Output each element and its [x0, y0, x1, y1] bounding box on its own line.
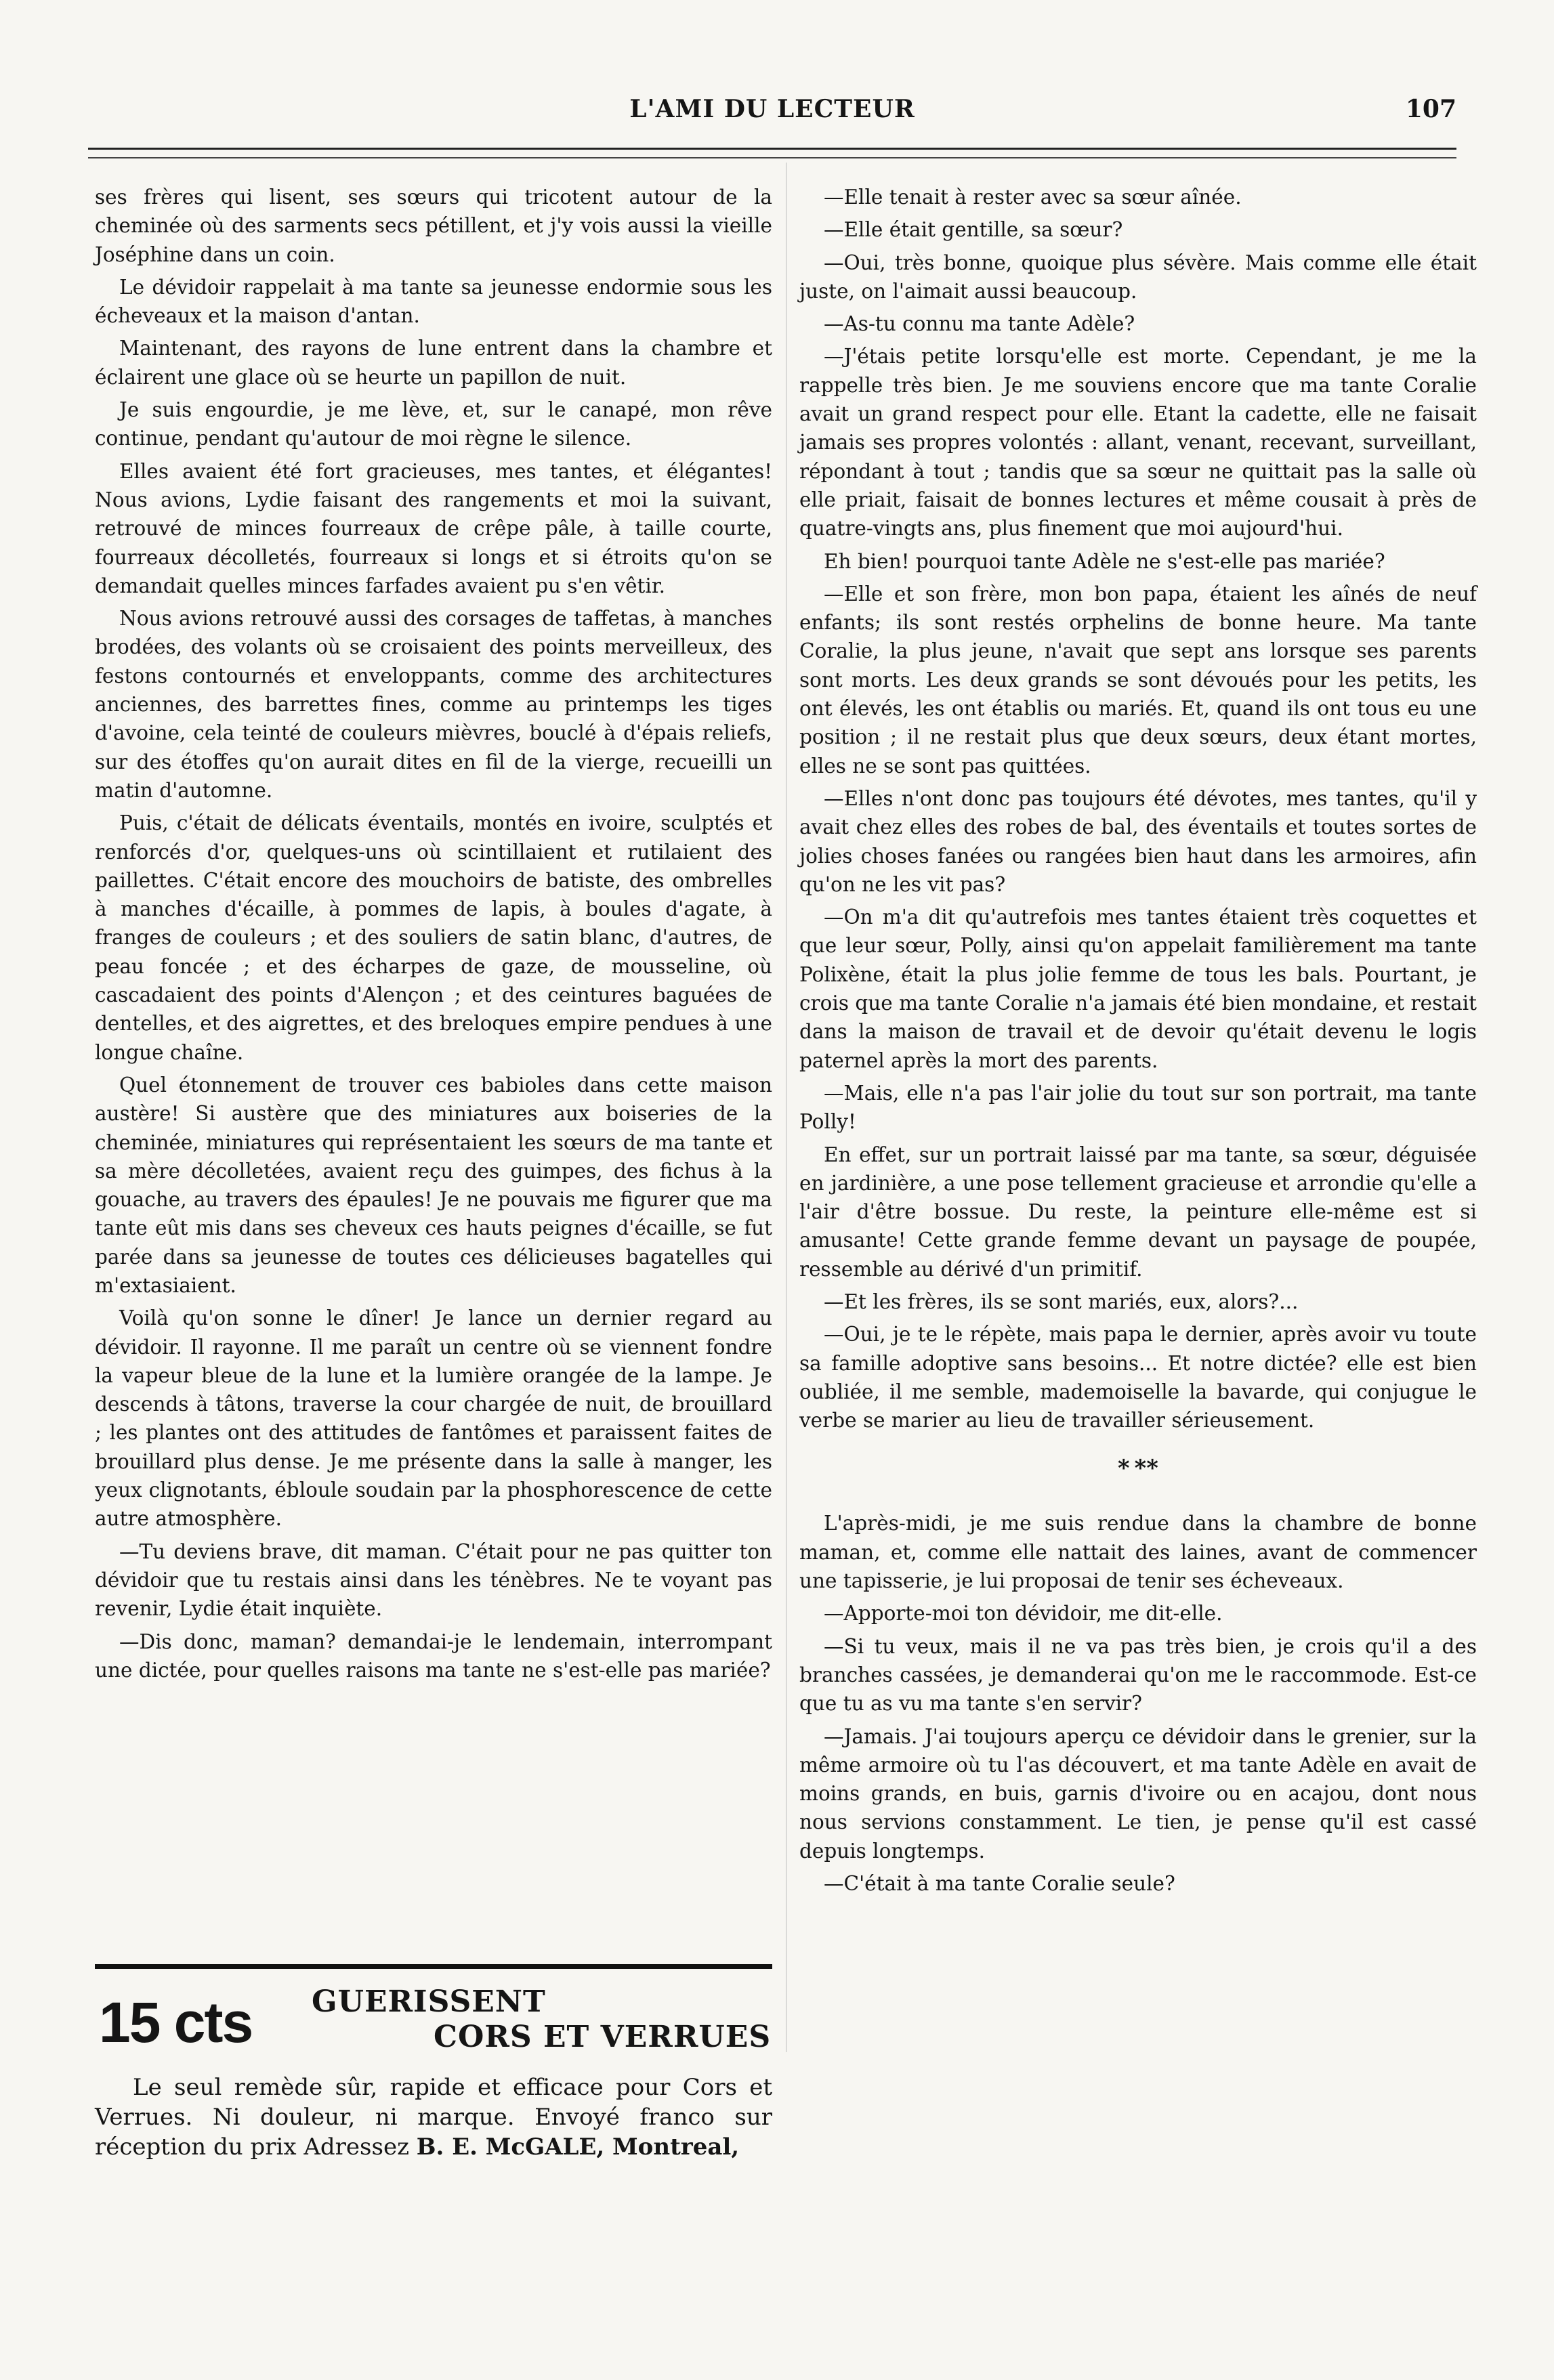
paragraph: Puis, c'était de délicats éventails, montés en ivoire, sculptés et renforcés d'or, quelques-uns où scintillaient et rutilaient des paillettes. C'était encore des mouchoirs de batiste, des ombrelles à manches d'écaille, à pommes de lapis, à boules d'agate, à franges de couleurs ; et des souliers de satin blanc, d'autres, de peau foncée ; et des écharpes de gaze, de mousseline, où cascadaient des points d'Alençon ; et des ceintures baguées de dentelles, et des aigrettes, et des breloques empire pendues à une longue chaîne. [95, 811, 772, 1064]
ad-advertiser: B. E. McGALE, Montreal, [416, 2133, 740, 2161]
paragraph: —J'étais petite lorsqu'elle est morte. Cependant, je me la rappelle très bien. Je me souviens encore que ma tante Coralie avait un grand respect pour elle. Etant la cadette, elle ne faisait jamais ses propres volontés : allant, venant, recevant, surveillant, répondant à tout ; tandis que sa sœur ne quittait pas la salle où elle priait, faisait de bonnes lectures et même cousait à près de quatre-vingts ans, plus finement que moi aujourd'hui. [799, 345, 1477, 540]
paragraph: —Oui, très bonne, quoique plus sévère. Mais comme elle était juste, on l'aimait aussi beaucoup. [799, 251, 1477, 303]
paragraph: Elles avaient été fort gracieuses, mes tantes, et élégantes! Nous avions, Lydie faisant des rangements et moi la suivant, retrouvé de minces fourreaux de crêpe pâle, à taille courte, fourreaux décolletés, fourreaux si longs et si étroits qu'on se demandait quelles minces farfades avaient pu s'en vêtir. [95, 459, 772, 597]
paragraph: —Et les frères, ils se sont mariés, eux, alors?... [824, 1290, 1299, 1313]
page-number: 107 [1405, 95, 1456, 123]
paragraph: —Tu deviens brave, dit maman. C'était pour ne pas quitter ton dévidoir que tu restais ainsi dans les ténèbres. Ne te voyant pas revenir, Lydie était inquiète. [95, 1539, 772, 1621]
ad-headline: GUERISSENT [312, 1984, 546, 2019]
paragraph: —Jamais. J'ai toujours aperçu ce dévidoir dans le grenier, sur la même armoire où tu l'as découvert, et ma tante Adèle en avait de moins grands, en buis, garnis d'ivoire ou en acajou, dont nous nous servions constamment. Le tien, je pense qu'il est cassé depuis longtemps. [799, 1724, 1477, 1863]
paragraph: —Apporte-moi ton dévidoir, me dit-elle. [824, 1602, 1223, 1625]
paragraph: —Elle tenait à rester avec sa sœur aînée. [824, 186, 1242, 209]
paragraph: Maintenant, des rayons de lune entrent dans la chambre et éclairent une glace où se heurte un papillon de nuit. [95, 337, 772, 389]
paragraph: L'après-midi, je me suis rendue dans la chambre de bonne maman, et, comme elle nattait des laines, avant de commencer une tapisserie, je lui proposai de tenir ses écheveaux. [799, 1512, 1477, 1593]
paragraph: Je suis engourdie, je me lève, et, sur le canapé, mon rêve continue, pendant qu'autour de moi règne le silence. [95, 398, 772, 450]
ad-price: 15 cts [99, 1991, 253, 2054]
paragraph: —As-tu connu ma tante Adèle? [824, 312, 1135, 336]
paragraph: En effet, sur un portrait laissé par ma tante, sa sœur, déguisée en jardinière, a une pose tellement gracieuse et arrondie qu'elle a l'air d'être bossue. Du reste, la peinture elle-même est si amusante! Cette grande femme devant un paysage de poupée, ressemble au dérivé d'un primitif. [799, 1143, 1477, 1281]
paragraph: Eh bien! pourquoi tante Adèle ne s'est-elle pas mariée? [824, 549, 1385, 573]
paragraph: Quel étonnement de trouver ces babioles dans cette maison austère! Si austère que des miniatures aux boiseries de la cheminée, miniatures qui représentaient les sœurs de ma tante et sa mère décolletées, avaient reçu des guimpes, des fichus à la gouache, au travers des épaules! Je ne pouvais me figurer que ma tante eût mis dans ses cheveux ces hauts peignes d'écaille, se fut parée dans sa jeunesse de toutes ces délicieuses bagatelles qui m'extasiaient. [95, 1073, 772, 1297]
ad-body-text: Le seul remède sûr, rapide et efficace pour Cors et Verrues. Ni douleur, ni marque. Envoyé franco sur réception du prix Adressez [95, 2074, 772, 2161]
right-column [799, 183, 1477, 1902]
paragraph: —Mais, elle n'a pas l'air jolie du tout sur son portrait, ma tante Polly! [799, 1081, 1477, 1134]
paragraph: —On m'a dit qu'autrefois mes tantes étaient très coquettes et que leur sœur, Polly, ainsi qu'on appelait familièrement ma tante Polixène, était la plus jolie femme de tous les bals. Pourtant, je crois que ma tante Coralie n'a jamais été bien mondaine, et restait dans la maison de travail et de devoir qu'était devenu le logis paternel après la mort des parents. [799, 906, 1477, 1072]
paragraph: —Dis donc, maman? demandai-je le lendemain, interrompant une dictée, pour quelles raisons ma tante ne s'est-elle pas mariée? [95, 1630, 772, 1682]
paragraph: —Elle était gentille, sa sœur? [824, 218, 1123, 242]
paragraph: —Elles n'ont donc pas toujours été dévotes, mes tantes, qu'il y avait chez elles des robes de bal, des éventails et toutes sortes de jolies choses fanées ou rangées bien haut dans les armoires, afin qu'on ne les vit pas? [799, 786, 1477, 896]
paragraph: —Oui, je te le répète, mais papa le dernier, après avoir vu toute sa famille adoptive sans besoins... Et notre dictée? elle est bien oubliée, il me semble, mademoiselle la bavarde, qui conjugue le verbe se marier au lieu de travailler sérieusement. [799, 1323, 1477, 1432]
advertisement [95, 1964, 772, 2161]
ad-subheadline: CORS ET VERRUES [434, 2020, 772, 2054]
section-separator: * ** [1117, 1455, 1159, 1483]
header-rule-secondary [88, 157, 1456, 158]
paragraph: —Si tu veux, mais il ne va pas très bien, je crois qu'il a des branches cassées, je demanderai qu'on me le raccommode. Est-ce que tu as vu ma tante s'en servir? [799, 1634, 1477, 1716]
ad-top-rule [95, 1964, 772, 1969]
paragraph: ses frères qui lisent, ses sœurs qui tricotent autour de la cheminée où des sarments secs pétillent, et j'y vois aussi la vieille Joséphine dans un coin. [95, 186, 772, 266]
paragraph: Le dévidoir rappelait à ma tante sa jeunesse endormie sous les écheveaux et la maison d'antan. [95, 275, 772, 328]
paragraph: Voilà qu'on sonne le dîner! Je lance un dernier regard au dévidoir. Il rayonne. Il me paraît un centre où se viennent fondre la vapeur bleue de la lune et la lumière orangée de la lampe. Je descends à tâtons, traverse la cour chargée de nuit, de brouillard ; les plantes ont des attitudes de fantômes et paraissent faites de brouillard plus dense. Je me présente dans la salle à manger, les yeux clignotants, ébloule soudain par la phosphorescence de cette autre atmosphère. [95, 1306, 772, 1531]
paragraph: Nous avions retrouvé aussi des corsages de taffetas, à manches brodées, des volants où se croisaient des points merveilleux, des festons contournés et enveloppants, comme des architectures anciennes, des barrettes fines, comme au printemps les tiges d'avoine, cela teinté de couleurs mièvres, bouclé à d'épais reliefs, sur des étoffes qu'on aurait dites en fil de la vierge, recueilli un matin d'automne. [95, 607, 772, 802]
ad-body [95, 2073, 772, 2162]
page-header [88, 95, 1456, 135]
running-title: L'AMI DU LECTEUR [629, 95, 915, 123]
paragraph: —C'était à ma tante Coralie seule? [824, 1872, 1175, 1896]
left-column [95, 183, 772, 1688]
header-rule [88, 148, 1456, 150]
paragraph: —Elle et son frère, mon bon papa, étaient les aînés de neuf enfants; ils sont restés orphelins de bonne heure. Ma tante Coralie, la plus jeune, n'avait que sept ans lorsque ses parents sont morts. Les deux grands se sont dévoués pour les petits, les ont élevés, les ont établis ou mariés. Et, quand ils ont tous eu une position ; il ne restait plus que deux sœurs, deux étant mortes, elles ne se sont pas quittées. [799, 582, 1477, 778]
